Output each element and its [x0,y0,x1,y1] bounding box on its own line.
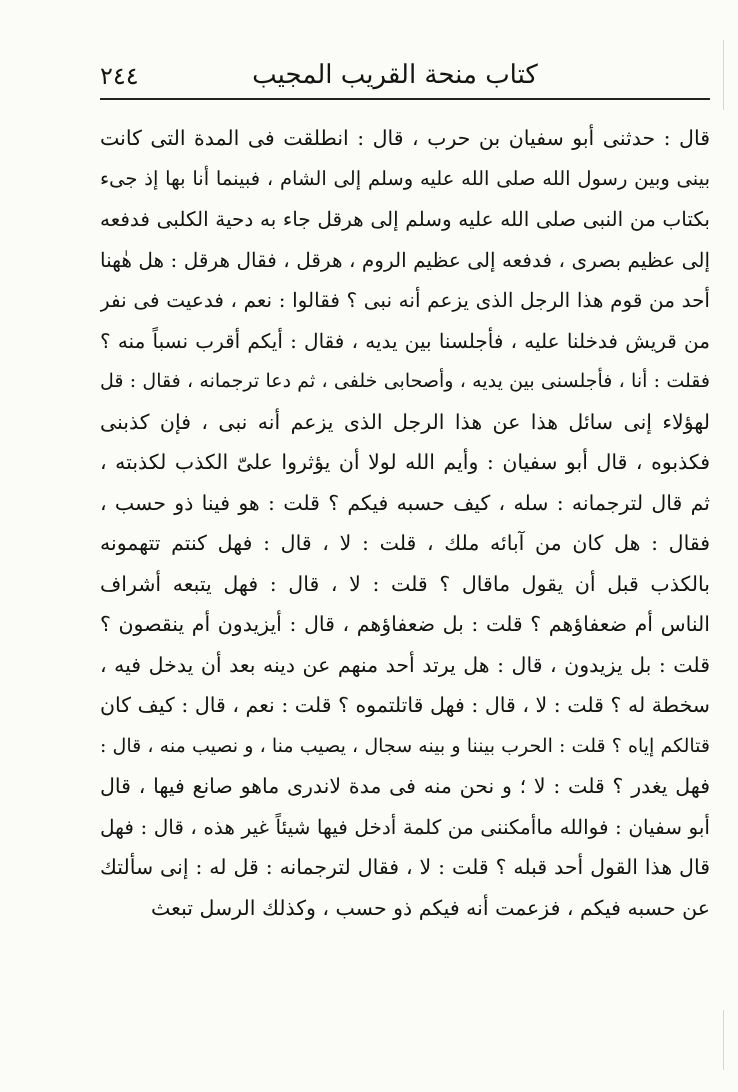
header-rule [100,98,710,100]
text-line: إلى عظيم بصرى ، فدفعه إلى عظيم الروم ، هرقل ، فقال هرقل : هل هٰهنا [100,247,710,272]
scan-edge-mark [723,40,724,110]
text-line: لهؤلاء إنى سائل هذا عن هذا الرجل الذى يزعم أنه نبى ، فإن كذبنى [100,409,710,434]
page-header [100,52,710,98]
text-line: قال : حدثنى أبو سفيان بن حرب ، قال : انطلقت فى المدة التى كانت [100,126,710,150]
text-line: عن حسبه فيكم ، فزعمت أنه فيكم ذو حسب ، وكذلك الرسل تبعث [151,895,710,920]
running-title: كتاب منحة القريب المجيب [252,60,538,90]
text-line: أبو سفيان : فوالله ماأمكننى من كلمة أدخل فيها شيئاً غير هذه ، قال : فهل [100,814,710,839]
text-line: فكذبوه ، قال أبو سفيان : وأيم الله لولا أن يؤثروا علىّ الكذب لكذبته ، [100,450,710,474]
text-line: أحد من قوم هذا الرجل الذى يزعم أنه نبى ؟ فقالوا : نعم ، فدعيت فى نفر [100,288,710,312]
text-line: بالكذب قبل أن يقول ماقال ؟ قلت : لا ، قال : فهل يتبعه أشراف [100,571,710,596]
text-line: فقال : هل كان من آبائه ملك ، قلت : لا ، قال : فهل كنتم تتهمونه [100,531,710,555]
text-line: قال هذا القول أحد قبله ؟ قلت : لا ، فقال لترجمانه : قل له : إنى سألتك [100,855,710,879]
scan-edge-mark [723,1010,724,1070]
text-line: ثم قال لترجمانه : سله ، كيف حسبه فيكم ؟ قلت : هو فينا ذو حسب ، [100,490,710,515]
text-line: الناس أم ضعفاؤهم ؟ قلت : بل ضعفاؤهم ، قال : أيزيدون أم ينقصون ؟ [100,612,710,636]
body-text [100,118,710,928]
text-line: قتالكم إياه ؟ قلت : الحرب بيننا و بينه سجال ، يصيب منا ، و نصيب منه ، قال : [100,734,710,757]
text-line: بكتاب من النبى صلى الله عليه وسلم إلى هرقل جاء به دحية الكلبى فدفعه [100,207,710,231]
text-line: فهل يغدر ؟ قلت : لا ؛ و نحن منه فى مدة لاندرى ماهو صانع فيها ، قال [100,774,710,798]
text-line: سخطة له ؟ قلت : لا ، قال : فهل قاتلتموه ؟ قلت : نعم ، قال : كيف كان [100,693,710,717]
text-line: بينى وبين رسول الله صلى الله عليه وسلم إلى الشام ، فبينما أنا بها إذ جىء [100,166,710,190]
page-number: ٢٤٤ [100,62,139,90]
text-line: من قريش فدخلنا عليه ، فأجلسنا بين يديه ، فقال : أيكم أقرب نسباً منه ؟ [100,328,710,353]
text-line: قلت : بل يزيدون ، قال : هل يرتد أحد منهم عن دينه بعد أن يدخل فيه ، [100,652,710,677]
text-line: فقلت : أنا ، فأجلسنى بين يديه ، وأصحابى خلفى ، ثم دعا ترجمانه ، فقال : قل [100,370,710,392]
